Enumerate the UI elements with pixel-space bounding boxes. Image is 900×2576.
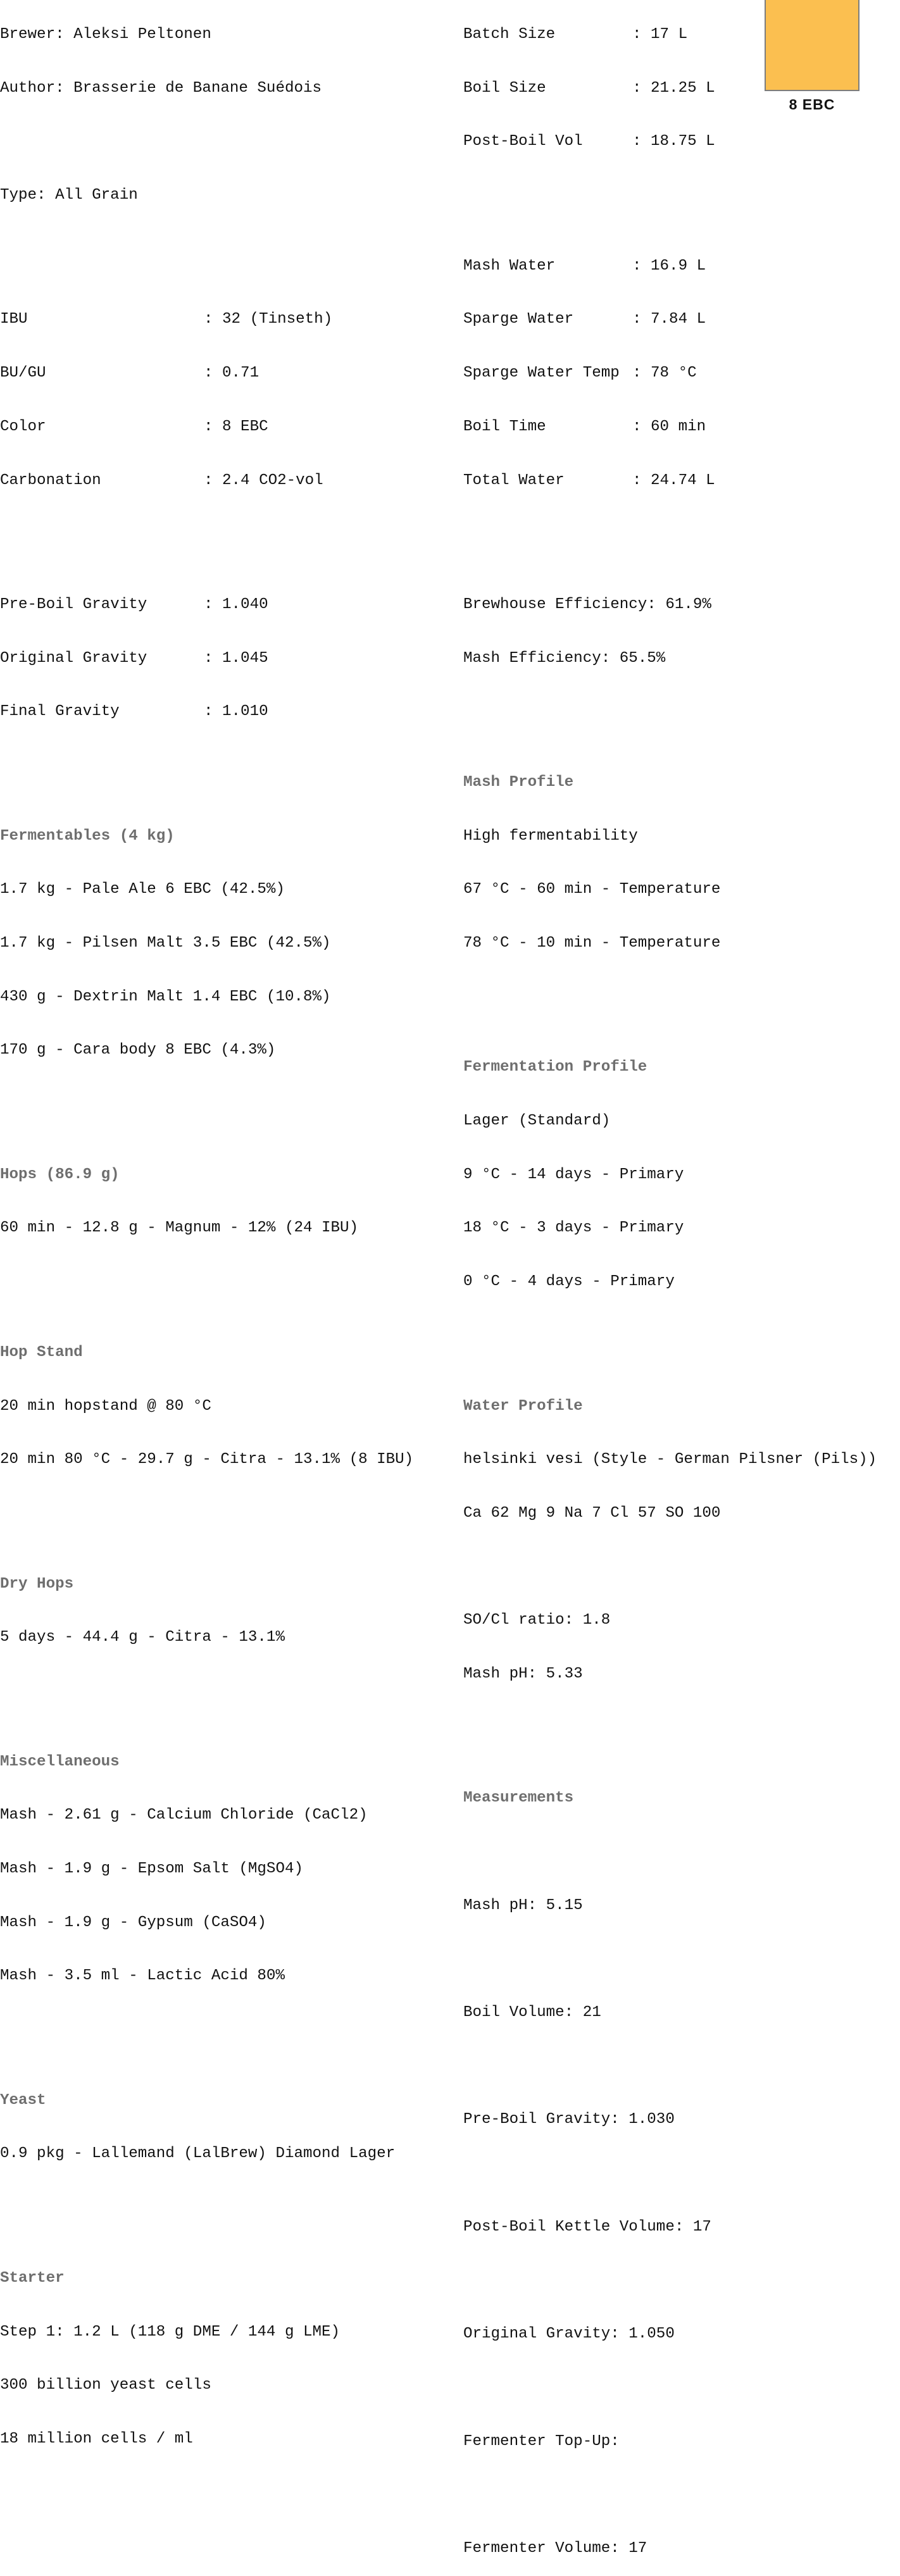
fermentable-item: 1.7 kg - Pilsen Malt 3.5 EBC (42.5%) (0, 935, 331, 952)
volume-key: Post-Boil Vol (463, 133, 583, 151)
volume-value: : 21.25 L (632, 79, 715, 97)
fermentation-item: Lager (Standard) (463, 1112, 611, 1130)
measurement-item: Mash pH: 5.15 (463, 1896, 583, 1914)
starter-heading: Starter (0, 2269, 65, 2287)
gravity-value: : 1.010 (204, 703, 268, 721)
stat-row (0, 471, 413, 491)
so-cl-ratio: SO/Cl ratio: 1.8 (463, 1612, 611, 1629)
mash-profile-heading: Mash Profile (463, 773, 574, 791)
mash-profile-item: 67 °C - 60 min - Temperature (463, 881, 721, 899)
hop-stand-item: 20 min hopstand @ 80 °C (0, 1397, 211, 1415)
water-row (463, 257, 877, 277)
dry-hops-heading: Dry Hops (0, 1575, 74, 1593)
gravity-value: : 1.040 (204, 595, 268, 613)
starter-item: 300 billion yeast cells (0, 2377, 211, 2394)
water-value: : 7.84 L (632, 311, 706, 328)
beer-color-swatch (765, 0, 859, 91)
hop-stand-item: 20 min 80 °C - 29.7 g - Citra - 13.1% (8 IBU) (0, 1451, 414, 1469)
water-profile-item: helsinki vesi (Style - German Pilsner (Pils)) (463, 1451, 877, 1469)
water-key: Mash Water (463, 257, 556, 275)
stat-value: : 0.71 (204, 364, 259, 382)
stat-value: : 2.4 CO2-vol (204, 471, 323, 489)
stat-key: BU/GU (0, 364, 46, 382)
water-row (463, 471, 877, 491)
volume-key: Boil Size (463, 79, 546, 97)
dry-hop-item: 5 days - 44.4 g - Citra - 13.1% (0, 1629, 285, 1646)
measurement-item: Fermenter Top-Up: (463, 2432, 620, 2450)
gravity-value: : 1.045 (204, 649, 268, 667)
brewer-line: Brewer: Aleksi Peltonen (0, 26, 211, 43)
measurement-item: Post-Boil Kettle Volume: 17 (463, 2218, 711, 2236)
mash-profile-item: High fermentability (463, 827, 638, 845)
fermentable-item: 1.7 kg - Pale Ale 6 EBC (42.5%) (0, 881, 285, 899)
misc-item: Mash - 1.9 g - Gypsum (CaSO4) (0, 1913, 266, 1931)
volume-row (463, 132, 877, 152)
water-value: : 16.9 L (632, 257, 706, 275)
gravity-key: Final Gravity (0, 703, 120, 721)
fermentation-profile-heading: Fermentation Profile (463, 1059, 647, 1076)
volume-key: Batch Size (463, 26, 556, 43)
stat-row (0, 418, 413, 437)
water-key: Sparge Water Temp (463, 364, 620, 382)
misc-heading: Miscellaneous (0, 1753, 120, 1770)
recipe-left-column (0, 0, 413, 2467)
gravity-row (0, 595, 413, 615)
measurements-heading: Measurements (463, 1789, 574, 1807)
recipe-right-column (463, 0, 877, 2576)
gravity-row (0, 702, 413, 722)
stat-row (0, 310, 413, 330)
water-key: Sparge Water (463, 311, 574, 328)
water-row (463, 364, 877, 383)
fermentable-item: 430 g - Dextrin Malt 1.4 EBC (10.8%) (0, 988, 331, 1005)
mash-profile-item: 78 °C - 10 min - Temperature (463, 935, 721, 952)
fermentation-item: 9 °C - 14 days - Primary (463, 1166, 684, 1183)
yeast-item: 0.9 pkg - Lallemand (LalBrew) Diamond Lager (0, 2145, 396, 2163)
measurement-item: Boil Volume: 21 (463, 2004, 601, 2022)
measurement-item: Original Gravity: 1.050 (463, 2325, 675, 2343)
volume-value: : 18.75 L (632, 133, 715, 151)
water-row (463, 418, 877, 437)
water-profile-heading: Water Profile (463, 1397, 583, 1415)
measurement-item: Pre-Boil Gravity: 1.030 (463, 2111, 675, 2129)
misc-item: Mash - 1.9 g - Epsom Salt (MgSO4) (0, 1860, 303, 1877)
gravity-key: Pre-Boil Gravity (0, 595, 147, 613)
beer-color-label: 8 EBC (789, 96, 835, 113)
water-profile-item: Ca 62 Mg 9 Na 7 Cl 57 SO 100 (463, 1504, 721, 1522)
volume-value: : 17 L (632, 26, 688, 43)
misc-item: Mash - 2.61 g - Calcium Chloride (CaCl2) (0, 1807, 368, 1824)
gravity-key: Original Gravity (0, 649, 147, 667)
gravity-row (0, 649, 413, 669)
beer-color-swatch-block (763, 0, 861, 113)
stat-key: IBU (0, 311, 28, 328)
hops-heading: Hops (86.9 g) (0, 1166, 120, 1183)
fermentation-item: 18 °C - 3 days - Primary (463, 1219, 684, 1237)
mash-ph: Mash pH: 5.33 (463, 1665, 583, 1683)
stat-value: : 32 (Tinseth) (204, 311, 333, 328)
water-value: : 60 min (632, 418, 706, 435)
brewhouse-efficiency: Brewhouse Efficiency: 61.9% (463, 595, 711, 613)
fermentables-heading: Fermentables (4 kg) (0, 827, 175, 845)
water-row (463, 310, 877, 330)
water-key: Boil Time (463, 418, 546, 435)
hop-item: 60 min - 12.8 g - Magnum - 12% (24 IBU) (0, 1219, 359, 1237)
hop-stand-heading: Hop Stand (0, 1343, 83, 1361)
measurement-item: Fermenter Volume: 17 (463, 2539, 647, 2557)
starter-item: 18 million cells / ml (0, 2430, 193, 2448)
stat-row (0, 364, 413, 383)
recipe-type: Type: All Grain (0, 187, 138, 204)
misc-item: Mash - 3.5 ml - Lactic Acid 80% (0, 1967, 285, 1985)
water-value: : 24.74 L (632, 471, 715, 489)
stat-key: Color (0, 418, 46, 435)
water-value: : 78 °C (632, 364, 697, 382)
fermentable-item: 170 g - Cara body 8 EBC (4.3%) (0, 1042, 276, 1059)
water-key: Total Water (463, 471, 565, 489)
author-line: Author: Brasserie de Banane Suédois (0, 79, 322, 97)
mash-efficiency: Mash Efficiency: 65.5% (463, 649, 666, 667)
yeast-heading: Yeast (0, 2091, 46, 2109)
stat-key: Carbonation (0, 471, 101, 489)
fermentation-item: 0 °C - 4 days - Primary (463, 1273, 675, 1291)
stat-value: : 8 EBC (204, 418, 268, 435)
starter-item: Step 1: 1.2 L (118 g DME / 144 g LME) (0, 2323, 341, 2341)
